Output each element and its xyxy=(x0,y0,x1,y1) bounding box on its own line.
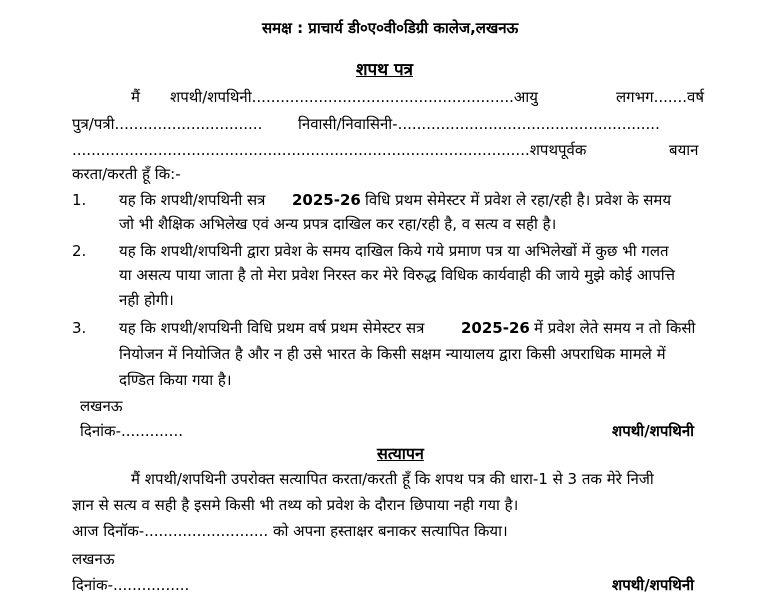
verification-line-3: आज दिनॉक-.......................... को अपना हस्ताक्षर बनाकर सत्यापित किया। xyxy=(72,522,508,540)
item-3-line-1a: यह कि शपथी/शपथिनी विधि प्रथम वर्ष प्रथम सेमेस्टर सत्र xyxy=(119,319,425,337)
item-number: 3. xyxy=(72,319,87,337)
item-2-line-2: या असत्य पाया जाता है तो मेरा प्रवेश निरस्त कर मेरे विरुद्ध विधिक कार्यवाही की जाये मुझे कोई आपत्ति xyxy=(119,266,675,284)
intro-line-3-end: बयान xyxy=(669,141,699,159)
item-3-line-2: नियोजन में नियोजित है और न ही उसे भारत के किसी सक्षम न्यायालय द्वारा किसी अपराधिक मामले में xyxy=(119,345,666,363)
item-1-line-1b: विधि प्रथम सेमेस्टर में प्रवेश ले रहा/रही है। प्रवेश के समय xyxy=(365,191,672,209)
intro-line-2-address: निवासी/निवासिनी-....................................................... xyxy=(298,115,660,133)
verification-line-1: मैं शपथी/शपथिनी उपरोक्त सत्यापित करता/करती हूँ कि शपथ पत्र की धारा-1 से 3 तक मेरे निजी xyxy=(131,470,654,488)
session-year: 2025-26 xyxy=(292,191,361,209)
document-title: शपथ पत्र xyxy=(356,60,414,80)
item-1-line-1a: यह कि शपथी/शपथिनी सत्र xyxy=(119,191,266,209)
date-field: दिनांक-................ xyxy=(72,576,190,594)
item-1-line-2: जो भी शैक्षिक अभिलेख एवं अन्य प्रपत्र दाखिल कर रहा/रही है, व सत्य व सही है। xyxy=(119,215,557,233)
header-addressee: समक्ष : प्राचार्य डी०ए०वी०डिग्री कालेज,लखनऊ xyxy=(262,19,519,37)
signature-label: शपथी/शपथिनी xyxy=(612,576,695,594)
verification-line-2: ज्ञान से सत्य व सही है इसमे किसी भी तथ्य को प्रवेश के दौरान छिपाया नही गया है। xyxy=(72,496,519,514)
intro-line-1-age: लगभग.......वर्ष xyxy=(616,88,704,106)
item-2-line-1: यह कि शपथी/शपथिनी द्वारा प्रवेश के समय दाखिल किये गये प्रमाण पत्र या अभिलेखों में कुछ भी गलत xyxy=(119,242,669,260)
intro-line-1-start: मैं xyxy=(131,88,140,106)
item-number: 2. xyxy=(72,242,87,260)
intro-line-2-parent: पुत्र/पत्री............................... xyxy=(72,115,263,133)
place-label: लखनऊ xyxy=(80,397,123,415)
intro-line-3: ................................................................................................शपथपूर्वक xyxy=(72,141,587,159)
date-field: दिनांक-............. xyxy=(80,422,183,440)
verification-title: सत्यापन xyxy=(377,444,424,463)
item-2-line-3: नही होगी। xyxy=(119,291,174,309)
session-year: 2025-26 xyxy=(461,319,530,337)
place-label: लखनऊ xyxy=(72,550,115,568)
signature-label: शपथी/शपथिनी xyxy=(612,422,695,440)
item-3-line-3: दण्डित किया गया है। xyxy=(119,371,232,389)
intro-line-4: करता/करती हूँ कि:- xyxy=(72,165,181,183)
item-number: 1. xyxy=(72,191,87,209)
intro-line-1-oath: शपथी/शपथिनी.......................................................आयु xyxy=(170,88,538,106)
item-3-line-1b: में प्रवेश लेते समय न तो किसी xyxy=(534,319,696,337)
